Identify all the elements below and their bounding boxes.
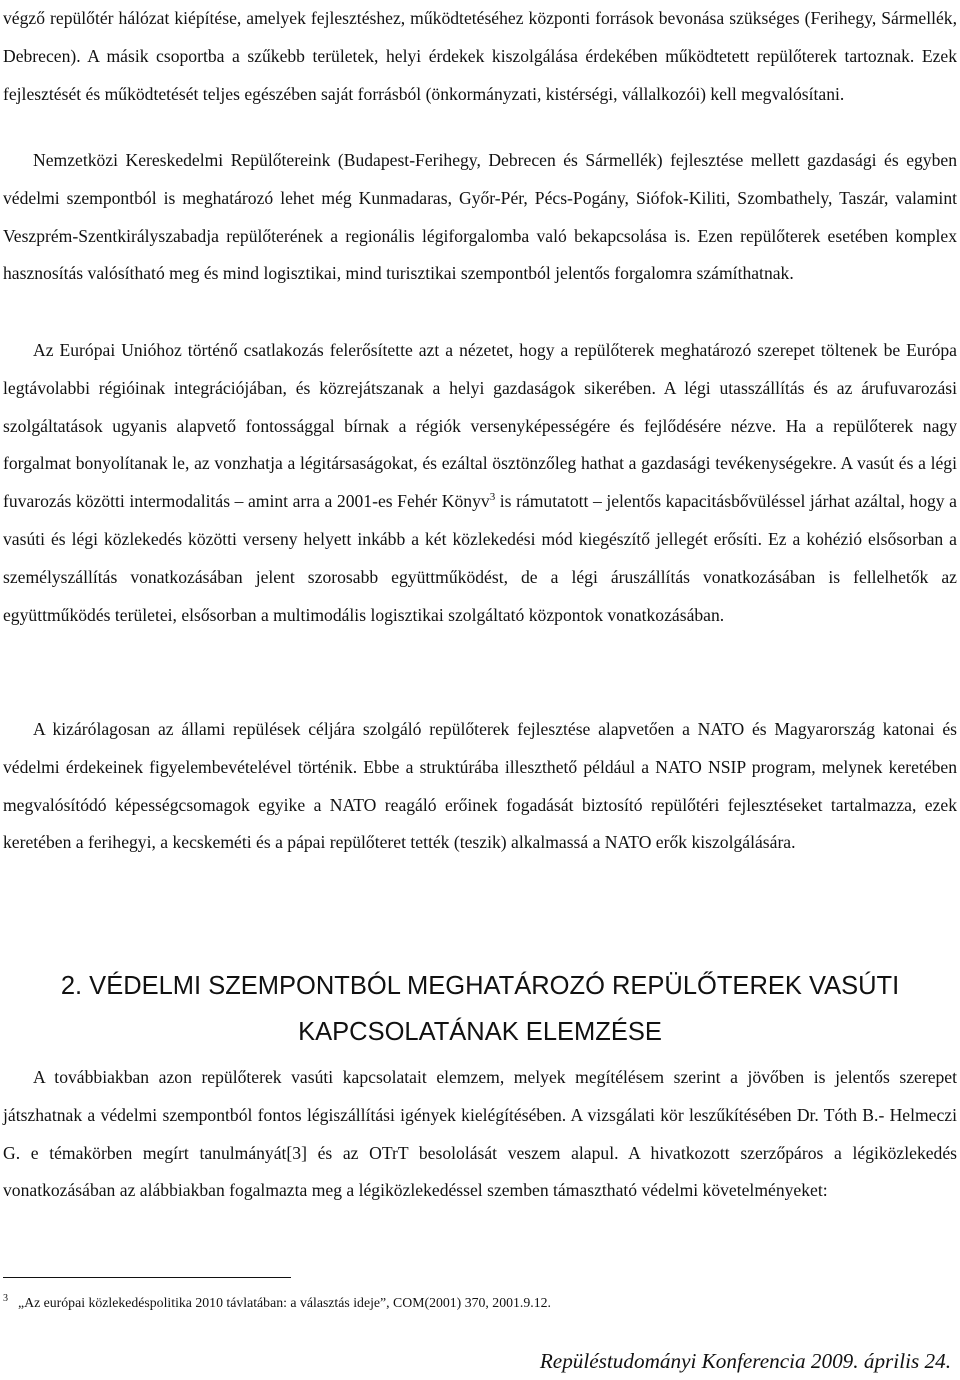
footnote-divider	[3, 1277, 291, 1278]
paragraph-text: Az Európai Unióhoz történő csatlakozás felerősítette azt a nézetet, hogy a repülőterek meghatározó szerepet töltenek be Európa legtávolabbi régióinak integrációjában, és közrejátszanak a helyi gazdaságok sikerében. A légi utasszállítás és az árufuvarozási szolgáltatások ugyanis alapvető fontossággal bírnak a régiók versenyképességére és fejlődésére nézve. Ha a repülőterek nagy forgalmat bonyolítanak le, az vonzhatja a légitársaságokat, és ezáltal ösztönzőleg hathat a gazdasági tevékenységekre. A vasút és a légi fuvarozás közötti intermodalitás – amint arra a 2001-es Fehér Könyv	[3, 340, 957, 512]
section-heading-line-2: KAPCSOLATÁNAK ELEMZÉSE	[298, 1018, 662, 1047]
footnote-number: 3	[3, 1293, 8, 1304]
section-heading-line-1: 2. VÉDELMI SZEMPONTBÓL MEGHATÁROZÓ REPÜLŐTEREK VASÚTI	[60, 972, 900, 1001]
paragraph-railway-connections: A továbbiakban azon repülőterek vasúti kapcsolatait elemzem, melyek megítélésem szerint a jövőben is jelentős szerepet játszhatnak a védelmi szempontból fontos légiszállítási igények kielégítésében. A vizsgálati kör leszűkítésében Dr. Tóth B.- Helmeczi G. e témakörben megírt tanulmányát[3] és az OTrT besololását veszem alapul. A hivatkozott szerzőpáros a légiközlekedés vonatkozásában az alábbiakban fogalmazta meg a légiközlekedéssel szemben támasztható védelmi követelményeket:	[3, 1067, 957, 1201]
footnote-reference[interactable]: 3	[489, 491, 496, 504]
paragraph-international-airports: Nemzetközi Kereskedelmi Repülőtereink (Budapest-Ferihegy, Debrecen és Sármellék) fejlesztése mellett gazdasági és egyben védelmi szempontból is meghatározó lehet még Kunmadaras, Győr-Pér, Pécs-Pogány, Siófok-Kiliti, Szombathely, Taszár, valamint Veszprém-Szentkirályszabadja repülőterének a regionális légiforgalomba való bekapcsolása is. Ezen repülőterek esetében komplex hasznosítás valósítható meg és mind logisztikai, mind turisztikai szempontból jelentős forgalomra számíthatnak.	[3, 150, 957, 284]
footnote	[3, 1289, 957, 1313]
paragraph-eu-accession	[3, 332, 957, 634]
page-footer: Repüléstudományi Konferencia 2009. április 24.	[539, 1349, 951, 1373]
paragraph-continued: végző repülőtér hálózat kiépítése, amelyek fejlesztéshez, működtetéséhez központi források bevonása szükséges (Ferihegy, Sármellék, Debrecen). A másik csoportba a szűkebb területek, helyi érdekek kiszolgálása érdekében működtetett repülőterek tartoznak. Ezek fejlesztését és működtetését teljes egészében saját forrásból (önkormányzati, kistérségi, vállalkozói) kell megvalósítani.	[3, 8, 957, 104]
paragraph-text: is rámutatott – jelentős kapacitásbővüléssel járhat azáltal, hogy a vasúti és légi közlekedés közötti verseny helyett inkább a két közlekedési mód kiegészítő jellegét erősíti. Ez a kohézió elsősorban a személyszállítás vonatkozásában jelent szorosabb együttműködést, de a légi áruszállítás vonatkozásában is fellelhetők az együttműködés területei, elsősorban a multimodális logisztikai szolgáltató központok vonatkozásában.	[3, 491, 957, 625]
section-heading	[3, 963, 957, 1055]
paragraph-nato-airports: A kizárólagosan az állami repülések céljára szolgáló repülőterek fejlesztése alapvetően a NATO és Magyarország katonai és védelmi érdekeinek figyelembevételével történik. Ebbe a struktúrába illeszthető például a NATO NSIP program, melynek keretében megvalósítódó képességcsomagok egyike a NATO reagáló erőinek fogadását biztosító repülőtéri fejlesztéseket tartalmazza, ezek keretében a ferihegyi, a kecskeméti és a pápai repülőteret tették (teszik) alkalmassá a NATO erők kiszolgálására.	[3, 719, 957, 853]
footnote-text: „Az európai közlekedéspolitika 2010 távlatában: a választás ideje”, COM(2001) 370, 2001.9.12.	[18, 1295, 551, 1310]
